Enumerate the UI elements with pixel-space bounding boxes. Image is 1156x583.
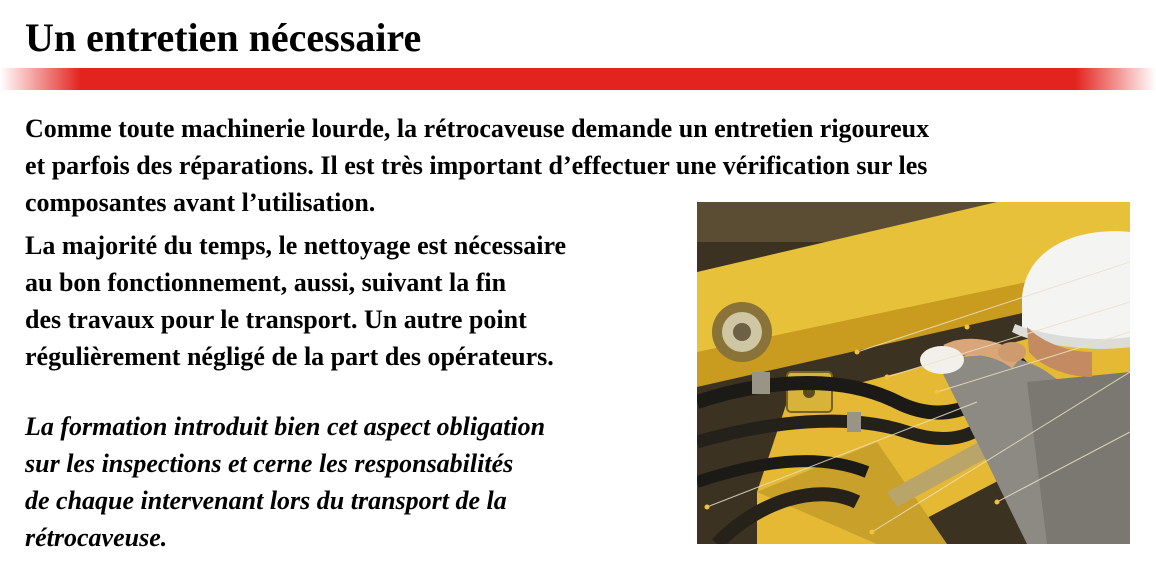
maintenance-photo: [697, 202, 1130, 544]
paragraph-line: régulièrement négligé de la part des opérateurs.: [25, 342, 554, 371]
paragraph-cleaning: [25, 227, 566, 375]
paragraph-line: de chaque intervenant lors du transport de la: [25, 486, 507, 515]
maintenance-photo-illustration: [697, 202, 1130, 544]
paragraph-line: au bon fonctionnement, aussi, suivant la fin: [25, 268, 507, 297]
slide-title: Un entretien nécessaire: [25, 15, 422, 60]
paragraph-line: sur les inspections et cerne les responsabilités: [25, 449, 514, 478]
paragraph-line: rétrocaveuse.: [25, 523, 168, 552]
paragraph-line: La majorité du temps, le nettoyage est nécessaire: [25, 231, 567, 260]
paragraph-line: Comme toute machinerie lourde, la rétrocaveuse demande un entretien rigoureux: [25, 114, 930, 143]
paragraph-line: et parfois des réparations. Il est très important d’effectuer une vérification sur les: [25, 151, 928, 180]
title-underline-bar: [0, 68, 1156, 90]
paragraph-line: des travaux pour le transport. Un autre point: [25, 305, 527, 334]
paragraph-training: [25, 408, 545, 556]
paragraph-line: composantes avant l’utilisation.: [25, 188, 376, 217]
paragraph-line: La formation introduit bien cet aspect obligation: [25, 412, 546, 441]
